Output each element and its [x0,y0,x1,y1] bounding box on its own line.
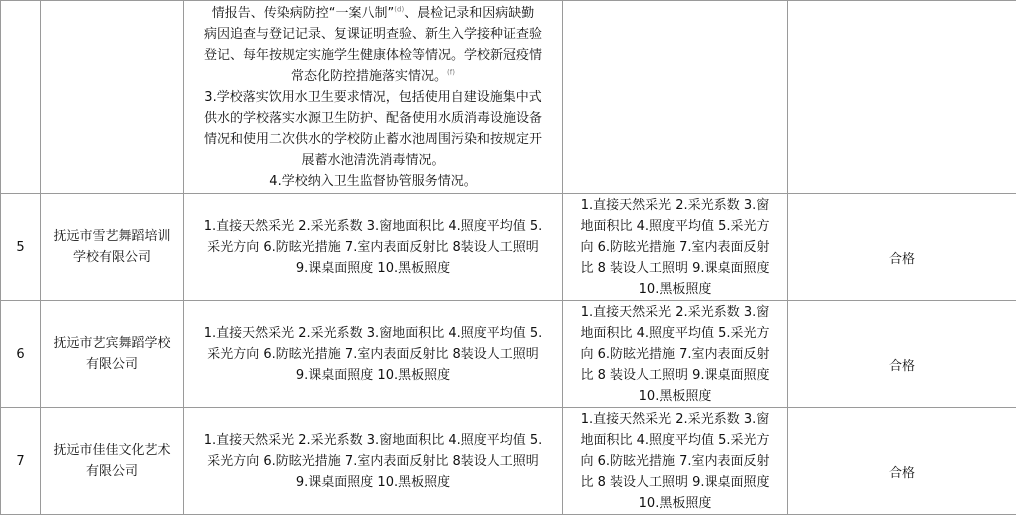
verdict-text: 合格 [888,465,915,481]
result-line: 地面积比 4.照度平均值 5.采光方 [580,325,770,341]
inspection-result-cell [563,194,788,301]
requirement-line: 常态化防控措施落实情况。$^{(f)}$ [291,68,455,84]
requirement-line: 登记、每年按规定实施学生健康体检等情况。学校新冠疫情 [203,47,542,63]
result-line: 向 6.防眩光措施 7.室内表面反射 [580,453,770,469]
name-cell [41,1,184,194]
result-line: 地面积比 4.照度平均值 5.采光方 [580,218,770,234]
company-name-line: 抚远市雪艺舞蹈培训 [53,229,171,244]
row-number: 7 [1,408,41,515]
verdict-cell [788,408,1016,515]
verdict-cell [788,1,1016,194]
result-line: 1.直接天然采光 2.采光系数 3.窗 [580,411,770,427]
verdict-cell [788,301,1016,408]
company-name-line: 抚远市佳佳文化艺术 [53,443,171,458]
inspection-items-cell [184,408,563,515]
requirement-line: 情况和使用二次供水的学校防止蓄水池周围污染和按规定开 [203,131,542,147]
company-name-line: 有限公司 [85,357,138,372]
result-line: 1.直接天然采光 2.采光系数 3.窗 [580,197,770,213]
result-line: 比 8 装设人工照明 9.课桌面照度 [580,474,770,490]
requirement-line: 展蓄水池清洗消毒情况。 [301,152,445,168]
table-row [1,194,1016,301]
company-name-cell [41,408,184,515]
inspection-item-line: 采光方向 6.防眩光措施 7.室内表面反射比 8装设人工照明 [207,239,539,255]
result-line: 向 6.防眩光措施 7.室内表面反射 [580,346,770,362]
requirements-cell [184,1,563,194]
inspection-item-line: 采光方向 6.防眩光措施 7.室内表面反射比 8装设人工照明 [207,453,539,469]
verdict-text: 合格 [888,251,915,267]
result-line: 10.黑板照度 [638,388,712,404]
inspection-item-line: 1.直接天然采光 2.采光系数 3.窗地面积比 4.照度平均值 5. [203,218,543,234]
company-name-line: 抚远市艺宾舞蹈学校 [53,336,171,351]
company-name-line: 学校有限公司 [72,250,151,265]
no-cell [1,1,41,194]
requirement-line: 4.学校纳入卫生监督协管服务情况。 [269,173,477,189]
requirement-line: 病因追查与登记记录、复课证明查验、新生入学接种证查验 [203,26,542,42]
inspection-item-line: 9.课桌面照度 10.黑板照度 [295,474,451,490]
result-line: 10.黑板照度 [638,281,712,297]
inspection-items-cell [184,301,563,408]
company-name-cell [41,194,184,301]
result-line: 10.黑板照度 [638,495,712,511]
result-line: 向 6.防眩光措施 7.室内表面反射 [580,239,770,255]
table-row [1,301,1016,408]
requirement-line: 供水的学校落实水源卫生防护、配备使用水质消毒设施设备 [203,110,542,126]
table-row-continued [1,1,1016,194]
verdict-cell [788,194,1016,301]
row-number: 6 [1,301,41,408]
result-line: 地面积比 4.照度平均值 5.采光方 [580,432,770,448]
inspection-item-line: 1.直接天然采光 2.采光系数 3.窗地面积比 4.照度平均值 5. [203,432,543,448]
requirement-line: 情报告、传染病防控“一案八制”$^{(d)}$、晨检记录和因病缺勤 [211,5,535,21]
inspection-item-line: 9.课桌面照度 10.黑板照度 [295,367,451,383]
table-row [1,408,1016,515]
result-line: 1.直接天然采光 2.采光系数 3.窗 [580,304,770,320]
company-name-cell [41,301,184,408]
result-line: 比 8 装设人工照明 9.课桌面照度 [580,367,770,383]
company-name-line: 有限公司 [85,464,138,479]
inspection-item-line: 采光方向 6.防眩光措施 7.室内表面反射比 8装设人工照明 [207,346,539,362]
inspection-result-cell [563,408,788,515]
inspection-item-line: 9.课桌面照度 10.黑板照度 [295,260,451,276]
requirement-line: 3.学校落实饮用水卫生要求情况，包括使用自建设施集中式 [204,89,542,105]
inspection-item-line: 1.直接天然采光 2.采光系数 3.窗地面积比 4.照度平均值 5. [203,325,543,341]
row-number: 5 [1,194,41,301]
verdict-text: 合格 [888,358,915,374]
inspection-items-cell [184,194,563,301]
inspection-result-cell [563,301,788,408]
result-cell [563,1,788,194]
result-line: 比 8 装设人工照明 9.课桌面照度 [580,260,770,276]
